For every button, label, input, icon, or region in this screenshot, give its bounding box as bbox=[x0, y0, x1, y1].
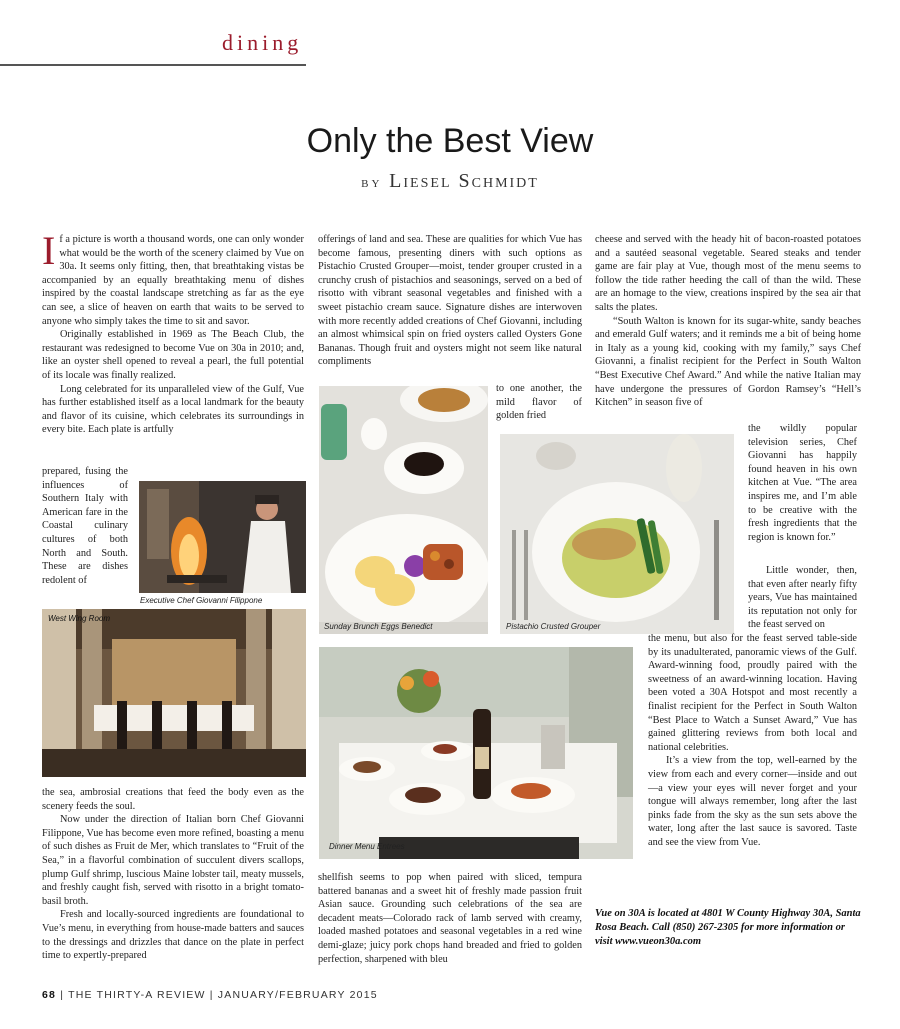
section-divider bbox=[0, 64, 306, 66]
dinner-entrees-photo bbox=[319, 647, 633, 859]
column-3-wrap-2 bbox=[748, 564, 857, 632]
paragraph-wrap: Little wonder, then, that even after nearly fifty years, Vue has maintained its reputation not only for the feast served on bbox=[748, 565, 857, 631]
column-1-bottom bbox=[42, 786, 304, 963]
publication-name: THE THIRTY-A REVIEW bbox=[68, 989, 206, 1001]
paragraph: the menu, but also for the feast served table-side by its unadulterated, panoramic views of the Gulf. Award-winning food, proudly paired with the sweetness of an award-winning location. Having been voted a 30A Hotspot and most recently a finalist recipient for the Perfect in South Walton “Best Place to Watch a Sunset Award,” Vue has gained glittering reviews from both local and national celebrities. bbox=[648, 633, 857, 753]
caption-eggs: Sunday Brunch Eggs Benedict bbox=[324, 622, 433, 631]
paragraph: offerings of land and sea. These are qualities for which Vue has become famous, presenting diners with such options as Pistachio Crusted Grouper—moist, tender grouper crusted in a crunchy crush of pistachios and seasonings, served on a bed of risotto with vibrant seasonal vegetables and finished with a sweet pistachio cream sauce. Signature dishes are interwoven with more recently added creations of Chef Giovanni, including an almost whimsical spin on fried oysters called Oysters Gone Bananas. Though fruit and oysters might not seem like natural compliments bbox=[318, 234, 582, 368]
chef-photo bbox=[139, 481, 306, 593]
paragraph: Originally established in 1969 as The Beach Club, the restaurant was redesigned to become Vue on 30a in 2010; and, like an oyster shell opened to reveal a pearl, the full potential of its locale was finally realized. bbox=[42, 329, 304, 381]
paragraph-intro-text: f a picture is worth a thousand words, one can only wonder what would be the worth of the scenery claimed by Vue on 30a. It seems only fitting, then, that breathtaking vistas be accompanied by an equally breathtaking menu of dishes inspired by the coastal landscape stretching as far as the eye can see, a slice of heaven on earth that waits to be served to anyone who simply takes the time to sit and savor. bbox=[42, 234, 304, 327]
eggs-benedict-photo bbox=[319, 386, 488, 634]
byline-prefix: by bbox=[361, 175, 383, 191]
caption-dinner: Dinner Menu Entrees bbox=[329, 842, 405, 851]
paragraph: cheese and served with the heady hit of bacon-roasted potatoes and a sautéed seasonal vegetable. Seared steaks and tender game are fair play at Vue, though most of the menu seems to follow the tide rather heeding the call of than the wild. These are an homage to the view, creations inspired by the sea air that salts the plates. bbox=[595, 234, 861, 313]
restaurant-info: Vue on 30A is located at 4801 W County Highway 30A, Santa Rosa Beach. Call (850) 267-2305 for more information or visit www.vueon30a.com bbox=[595, 908, 861, 947]
column-2-wrap bbox=[496, 382, 582, 423]
column-3-wrap-1 bbox=[748, 422, 857, 544]
paragraph-intro bbox=[42, 228, 304, 328]
paragraph: It’s a view from the top, well-earned by the view from each and every corner—inside and out—a view your eyes will never forget and your tongue will always remember, long after the last pinks fade from the sky as the sun sets above the water, long after the last sauce is savored. Taste and see the view from Vue. bbox=[648, 755, 857, 848]
paragraph: “South Walton is known for its sugar-white, sandy beaches and emerald Gulf waters; and it reminds me a bit of being home in Italy as a young kid, cooking with my family,” says Chef Giovanni, a finalist recipient for the Perfect in South Walton “Best Executive Chef Award.” And while the native Italian may have undergone the pressures of Gordon Ramsey’s “Hell’s Kitchen” in season five of bbox=[595, 315, 861, 409]
footer-separator: | bbox=[209, 989, 218, 1001]
drop-cap: I bbox=[42, 228, 56, 273]
caption-chef: Executive Chef Giovanni Filippone bbox=[140, 596, 263, 605]
caption-room: West Wing Room bbox=[48, 614, 111, 623]
grouper-photo bbox=[500, 434, 734, 634]
page-footer bbox=[42, 989, 378, 1001]
byline-author: Liesel Schmidt bbox=[389, 170, 539, 192]
paragraph-wrap: prepared, fusing the influences of Southern Italy with American fare in the Coastal culinary cultures of both North and South. These are dishes redolent of bbox=[42, 466, 128, 586]
column-3-wrap-3 bbox=[648, 632, 857, 850]
section-label: dining bbox=[222, 30, 303, 55]
paragraph: shellfish seems to pop when paired with sliced, tempura battered bananas and a sweet hit of freshly made passion fruit Asian sauce. Grounding such celebrations of the sea are decadent meats—Colorado rack of lamb served with creamy, loaded mashed potatoes and seasonal vegetables in a red wine demi-glaze; juicy pork chops hand breaded and fried to golden perfection, sharpened with bleu bbox=[318, 872, 582, 965]
byline bbox=[0, 170, 900, 193]
issue-date: JANUARY/FEBRUARY 2015 bbox=[217, 989, 378, 1001]
article-title: Only the Best View bbox=[306, 122, 594, 160]
paragraph: Fresh and locally-sourced ingredients are foundational to Vue’s menu, in everything from house-made batters and sauces to the dressings and drizzles that dance on the plate in perfect time to expertly-prepared bbox=[42, 909, 304, 962]
paragraph-wrap: the wildly popular television series, Chef Giovanni has happily found heaven in his own kitchen at Vue. “The area inspires me, and I’m able to be creative with the fresh ingredients that the region is known for.” bbox=[748, 423, 857, 543]
column-1-top bbox=[42, 228, 304, 437]
paragraph: the sea, ambrosial creations that feed the body even as the scenery feeds the soul. bbox=[42, 787, 304, 812]
paragraph-wrap: to one another, the mild flavor of golden fried bbox=[496, 383, 582, 422]
page-number: 68 bbox=[42, 989, 57, 1001]
column-1-wrap bbox=[42, 465, 128, 587]
footer-separator: | bbox=[60, 989, 69, 1001]
paragraph: Long celebrated for its unparalleled view of the Gulf, Vue has further established itself as a local landmark for the beauty and flavor of its cuisine, which celebrates its surroundings in every bite. Each plate is artfully bbox=[42, 383, 304, 436]
paragraph: Now under the direction of Italian born Chef Giovanni Filippone, Vue has become even more refined, boasting a menu of such dishes as Fruit de Mer, which translates to “Fruit of the Sea,” in a flavorful combination of succulent divers scallops, plump Gulf shrimp, luscious Maine lobster tail, meaty mussels, and freshly caught fish, served with risotto in a bright tomato-basil broth. bbox=[42, 814, 304, 907]
column-2-bottom bbox=[318, 871, 582, 966]
dining-room-photo bbox=[42, 609, 306, 777]
column-2-top bbox=[318, 233, 582, 369]
column-3-top bbox=[595, 233, 861, 410]
caption-grouper: Pistachio Crusted Grouper bbox=[506, 622, 601, 631]
